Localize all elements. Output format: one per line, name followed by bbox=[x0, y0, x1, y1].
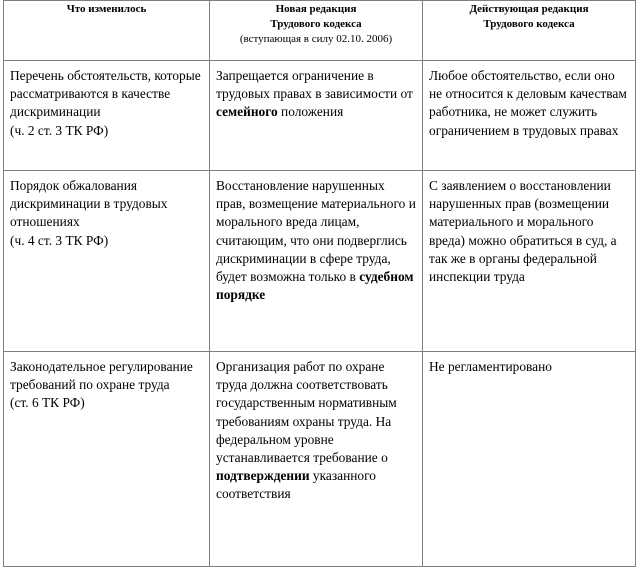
table-row bbox=[4, 352, 636, 567]
new-edition-text: Запрещается ограничение в трудовых правах в зависимости от bbox=[216, 68, 413, 102]
table-header bbox=[4, 1, 636, 61]
what-changed-text: Перечень обстоятельств, которые рассматриваются в качестве дискриминации bbox=[10, 68, 201, 120]
cell-what-changed bbox=[4, 171, 210, 352]
cell-current-edition bbox=[423, 352, 636, 567]
header-new-edition bbox=[210, 1, 423, 61]
cell-new-edition bbox=[210, 171, 423, 352]
header-row bbox=[4, 1, 636, 61]
cell-new-edition bbox=[210, 352, 423, 567]
cell-current-edition bbox=[423, 171, 636, 352]
cell-new-edition bbox=[210, 61, 423, 171]
cell-what-changed bbox=[4, 61, 210, 171]
header-current-edition bbox=[423, 1, 636, 61]
comparison-table bbox=[3, 0, 636, 567]
new-edition-emphasis: подтверждении bbox=[216, 468, 310, 484]
law-reference: (ч. 4 ст. 3 ТК РФ) bbox=[10, 232, 109, 248]
table-row bbox=[4, 171, 636, 352]
table-row bbox=[4, 61, 636, 171]
header-current-edition-line2: Трудового кодекса bbox=[483, 18, 575, 30]
table-body bbox=[4, 61, 636, 567]
current-edition-text: Не регламентировано bbox=[429, 359, 552, 374]
new-edition-emphasis: семейного bbox=[216, 104, 278, 120]
cell-current-edition bbox=[423, 61, 636, 171]
law-reference: (ч. 2 ст. 3 ТК РФ) bbox=[10, 122, 109, 138]
header-current-edition-line1: Действующая редакция bbox=[469, 3, 589, 15]
new-edition-emphasis: судебном порядке bbox=[216, 269, 414, 303]
law-reference: (ст. 6 ТК РФ) bbox=[10, 395, 85, 411]
new-edition-text: Организация работ по охране труда должна соответствовать государственным нормативным требованиям охраны труда. На федеральном уровне устанавливается требование о bbox=[216, 359, 397, 466]
current-edition-text: Любое обстоятельство, если оно не относится к деловым качествам работника, не может служить ограничением в трудовых правах bbox=[429, 68, 627, 138]
header-new-edition-note: (вступающая в силу 02.10. 2006) bbox=[239, 33, 393, 45]
new-edition-text-end: указанного соответствия bbox=[216, 468, 376, 502]
current-edition-text: С заявлением о восстановлении нарушенных прав (возмещении материального и морального вреда) можно обратиться в суд, а так же в органы федеральной инспекции труда bbox=[429, 178, 617, 285]
header-new-edition-line2: Трудового кодекса bbox=[270, 18, 362, 30]
header-what-changed bbox=[4, 1, 210, 61]
new-edition-text-end: положения bbox=[277, 104, 344, 120]
what-changed-text: Порядок обжалования дискриминации в трудовых отношениях bbox=[10, 178, 168, 230]
what-changed-text: Законодательное регулирование требований по охране труда bbox=[10, 359, 193, 393]
header-new-edition-line1: Новая редакция bbox=[275, 3, 357, 15]
header-what-changed-label: Что изменилось bbox=[66, 3, 147, 15]
new-edition-text: Восстановление нарушенных прав, возмещение материального и морального вреда лицам, считающим, что они подверглись дискриминации в сфере труда, будет возможна только в bbox=[216, 178, 416, 285]
cell-what-changed bbox=[4, 352, 210, 567]
